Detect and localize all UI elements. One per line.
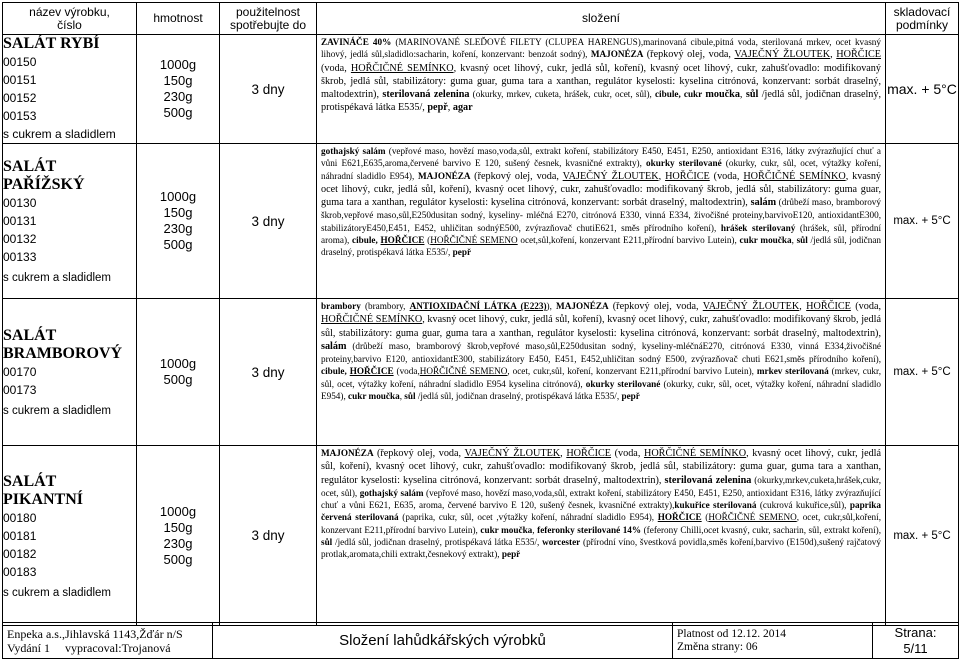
footer-table <box>2 622 959 659</box>
product-composition: MAJONÉZA (řepkový olej, voda, VAJEČNÝ ŽLOUTEK, HOŘČICE (voda, HOŘČIČNÉ SEMÍNKO, kvasný ocet lihový, cukr, jedlá sůl, koření), kvasný ocet lihový, cukr, zahušťovadlo: modifikovaný škrob, jedlá sůl, stabilizátory: guma guar, guma tara a xanthan, regulátor kyselosti: kyselina citrónová, konzervant: sorbát draselný, maltodextrin), sterilovaná zelenina (okurky,mrkev,cuketa,hrášek,cukr, ocet, sůl), gothajský salám (vepřové maso, hovězí maso,voda,sůl, extrakt koření, stabilizátory E450, E451, E250, antioxidant E316, látky zvýrazňující chuť a vůni E621, E635, aroma, červené barvivo E 120, sušený česnek, kvasničné extrakty),kukuřice sterilovaná (cukrová kukuřice,sůl), paprika červená sterilovaná (paprika, cukr, sůl, ocet ,výtažky koření, náhradní sladidlo E954), HOŘČICE (HOŘČIČNÉ SEMENO, ocet, cukr,sůl,koření, konzervant E211,přírodní barvivo Lutein), cukr moučka, feferonky sterilované 14% (feferony Chilli,ocet kvasný, cukr, sacharin, sůl, extrakt koření), sůl /jedlá sůl, jodičnan draselný, protispékavá látka E535/, worcester (přírodní víno, švestková povidla,směs koření,barvivo (E150d),sušený rajčatový protlak,aromata,chili extrakt,česnekový extrakt), pepř <box>317 446 886 626</box>
header-row <box>3 3 959 35</box>
product-composition: brambory (brambory, ANTIOXIDAČNÍ LÁTKA (E223)), MAJONÉZA (řepkový olej, voda, VAJEČNÝ ŽLOUTEK, HOŘČICE (voda, HOŘČIČNÉ SEMÍNKO, kvasný ocet lihový, cukr, jedlá sůl, koření), kvasný ocet lihový, cukr, zahušťovadlo: modifikovaný škrob, jedlá sůl, stabilizátory: guma guar, guma tara a xanthan, regulátor kyselosti: kyselina citrónová, konzervant: sorbát draselný, maltodextrin), salám (drůbeží maso, bramborový škrob,vepřové maso,sůl,E250dusitan sodný, kyseliny-mléčnáE270, citrónová E330, vinná E334,živočišné proteiny,barvivo E120, antioxidantE300, stabilizátory E450, E451, E452,uhličitan sodný E500, zvýrazňovač chuti E621,směs přírodního koření), cibule, HOŘČICE (voda,HOŘČIČNÉ SEMENO, ocet, cukr,sůl, koření, konzervant E211,přírodní barvivo Lutein), mrkev sterilovaná (mrkev, cukr, sůl, ocet, výtažky koření, náhradní sladidlo E954 kyselina citrónová), okurky sterilované (okurky, cukr, sůl, ocet, výtažky koření, náhradní sladidlo E954), cukr moučka, sůl /jedlá sůl, jodičnan draselný, protispékavá látka E535/, pepř <box>317 299 886 446</box>
header-composition: složení <box>317 3 886 35</box>
header-weight: hmotnost <box>137 3 220 35</box>
product-row <box>3 299 959 446</box>
product-use-by: 3 dny <box>220 35 317 144</box>
product-title: SALÁT PIKANTNÍ <box>3 472 84 508</box>
product-title: SALÁT BRAMBOROVÝ <box>3 327 123 362</box>
product-codes: 00130 00131 00132 00133 <box>3 196 37 264</box>
product-use-by: 3 dny <box>220 144 317 299</box>
header-storage: skladovací podmínky <box>886 3 959 35</box>
product-weights: 1000g 150g 230g 500g <box>137 35 220 144</box>
product-note: s cukrem a sladidlem <box>3 405 112 417</box>
product-storage: max. + 5°C <box>886 35 959 144</box>
product-weights: 1000g 150g 230g 500g <box>137 144 220 299</box>
product-storage: max. + 5°C <box>886 446 959 626</box>
product-composition: ZAVINÁČE 40% (MARINOVANÉ SLEĎOVÉ FILETY (CLUPEA HARENGUS),marinovaná cibule,pitná voda, sterilovaná mrkev, ocet kvasný lihový, jedlá sůl,sladidlo:sacharin, koření, konzervant: benzoát sodný), MAJONÉZA (řepkový olej, voda, VAJEČNÝ ŽLOUTEK, HOŘČICE (voda, HOŘČIČNÉ SEMÍNKO, kvasný ocet lihový, cukr, jedlá sůl, koření), kvasný ocet lihový, cukr, zahušťovadlo: modifikovaný škrob, jedlá sůl, stabilizátory: guma guar, guma tara a xanthan, regulátor kyselosti: kyselina citrónová, konzervant: sorbát draselný, maltodextrin), sterilovaná zelenina (okurky, mrkev, cuketa, hrášek, cukr, ocet, sůl), cibule, cukr moučka, sůl /jedlá sůl, jodičnan draselný, protispékavá látka E535/, pepř, agar <box>317 35 886 144</box>
product-note: s cukrem a sladidlem <box>3 272 112 284</box>
product-title: SALÁT PAŘÍŽSKÝ <box>3 158 85 193</box>
product-storage: max. + 5°C <box>886 144 959 299</box>
product-codes: 00180 00181 00182 00183 <box>3 510 37 579</box>
header-name: název výrobku, číslo <box>3 3 137 35</box>
product-codes: 00150 00151 00152 00153 s cukrem a sladidlem <box>3 55 116 141</box>
product-row <box>3 446 959 626</box>
product-storage: max. + 5°C <box>886 299 959 446</box>
product-name-cell <box>3 144 137 299</box>
footer-validity: Platnost od 12.12. 2014 Změna strany: 06 <box>673 623 873 659</box>
footer-page: Strana: 5/11 <box>873 623 959 659</box>
product-title: SALÁT RYBÍ <box>3 35 100 52</box>
product-row <box>3 35 959 144</box>
footer-doc-title: Složení lahůdkářských výrobků <box>213 623 673 659</box>
product-row <box>3 144 959 299</box>
product-name-cell <box>3 299 137 446</box>
product-composition: gothajský salám (vepřové maso, hovězí maso,voda,sůl, extrakt koření, stabilizátory E450, E451, E250, antioxidant E316, látky zvýrazňující chuť a vůni E621,E635,aroma,červené barvivo E 120, sušený česnek, kvasničné extrakty), okurky sterilované (okurky, cukr, sůl, ocet, výtažky koření, náhradní sladidlo E954), MAJONÉZA (řepkový olej, voda, VAJEČNÝ ŽLOUTEK, HOŘČICE (voda, HOŘČIČNÉ SEMÍNKO, kvasný ocet lihový, cukr, jedlá sůl, koření), kvasný ocet lihový, cukr, zahušťovadlo: modifikovaný škrob, jedlá sůl, stabilizátory: guma guar, guma tara a xanthan, regulátor kyselosti: kyselina citrónová, konzervant: sorbát draselný, maltodextrin), salám (drůbeží maso, bramborový škrob,vepřové maso,sůl,E250dusitan sodný, kyseliny- mléčná E270, citrónová E330, vinná E334, živočišné proteiny,barvivoE120, antioxidantE300, stabilizátoryE450,E451, E452, uhličitan sodnýE500, zvýrazňovač chutiE621, směs přírodního koření), hrášek sterilovaný (hrášek, sůl, přírodní aroma), cibule, HOŘČICE (HOŘČIČNÉ SEMENO ocet,sůl,koření, konzervant E211,přírodní barvivo Lutein), cukr moučka, sůl /jedlá sůl, jodičnan draselný, protispékavá látka E535/, pepř <box>317 144 886 299</box>
product-codes: 00170 00173 <box>3 365 37 397</box>
product-name-cell <box>3 446 137 626</box>
composition-table <box>2 2 959 626</box>
header-use: použitelnost spotřebujte do <box>220 3 317 35</box>
footer-company: Enpeka a.s.,Jihlavská 1143,Žďár n/S Vydání 1 vypracoval:Trojanová <box>3 623 213 659</box>
product-weights: 1000g 150g 230g 500g <box>137 446 220 626</box>
product-weights: 1000g 500g <box>137 299 220 446</box>
product-name-cell <box>3 35 137 144</box>
product-use-by: 3 dny <box>220 446 317 626</box>
product-use-by: 3 dny <box>220 299 317 446</box>
product-note: s cukrem a sladidlem <box>3 586 112 599</box>
